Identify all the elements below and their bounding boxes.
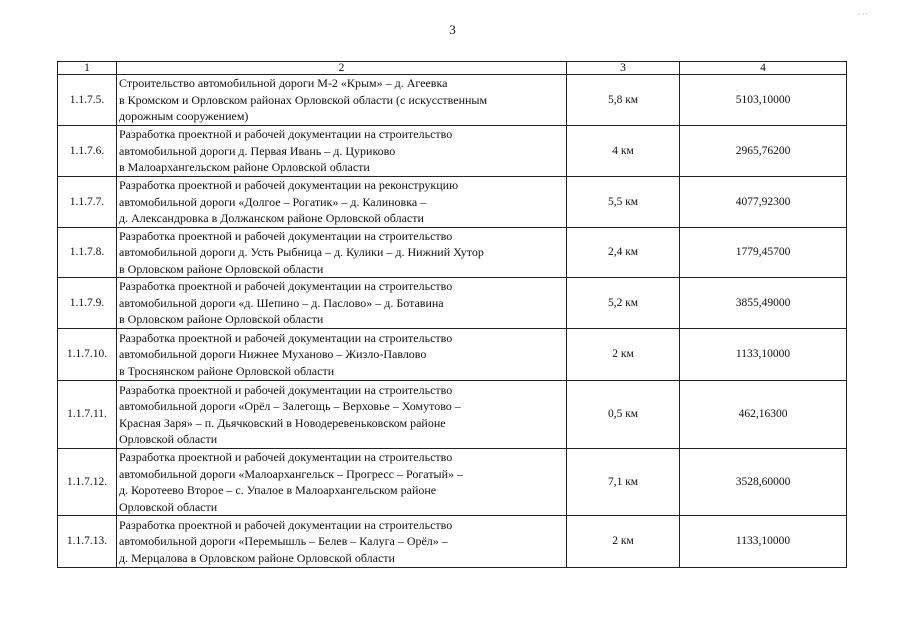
header-col-3: 3 (567, 62, 680, 75)
description-line: Разработка проектной и рабочей документации на строительство (119, 228, 453, 243)
row-number: 1.1.7.7. (58, 177, 117, 228)
description-line: в Малоархангельском районе Орловской области (119, 160, 370, 175)
description-line: автомобильной дороги «Долгое – Рогатик» – д. Калиновка – (119, 194, 427, 209)
table-row (58, 126, 847, 177)
description-line: Разработка проектной и рабочей документации на строительство (119, 330, 453, 345)
description-line: д. Мерцалова в Орловском районе Орловской области (119, 550, 395, 565)
description-line: Красная Заря» – п. Дьячковский в Новодеревеньковском районе (119, 415, 446, 430)
description-line: автомобильной дороги «Орёл – Залегощь – Верховье – Хомутово – (119, 399, 461, 413)
document-table (57, 61, 847, 568)
description-line: Разработка проектной и рабочей документации на реконструкцию (119, 178, 459, 192)
description-line: дорожным сооружением) (119, 109, 249, 124)
description-line: Разработка проектной и рабочей документации на строительство (119, 517, 453, 532)
row-length: 2,4 км (567, 227, 680, 278)
description-line: автомобильной дороги Нижнее Муханово – Жизло-Павлово (119, 347, 427, 362)
table-row (58, 381, 847, 449)
row-cost: 1133,10000 (680, 516, 847, 568)
row-number: 1.1.7.9. (58, 278, 117, 329)
row-cost: 462,16300 (680, 381, 847, 449)
row-description (117, 449, 567, 516)
row-cost: 2965,76200 (680, 126, 847, 177)
row-length: 7,1 км (567, 449, 680, 516)
row-number: 1.1.7.10. (58, 329, 117, 381)
corner-mark: ··· (858, 10, 869, 19)
table-body (58, 75, 847, 568)
description-line: в Орловском районе Орловской области (119, 261, 324, 276)
row-description (117, 75, 567, 126)
row-description (117, 516, 567, 568)
row-number: 1.1.7.6. (58, 126, 117, 177)
row-cost: 1779,45700 (680, 227, 847, 278)
row-length: 5,8 км (567, 75, 680, 126)
row-description (117, 177, 567, 228)
description-line: Разработка проектной и рабочей документации на строительство (119, 127, 453, 142)
header-col-1: 1 (58, 62, 117, 75)
description-line: в Троснянском районе Орловской области (119, 363, 335, 378)
description-line: автомобильной дороги «Малоархангельск – Прогресс – Рогатый» – (119, 466, 464, 481)
row-description (117, 278, 567, 329)
row-length: 5,2 км (567, 278, 680, 329)
description-line: Разработка проектной и рабочей документации на строительство (119, 450, 453, 464)
row-number: 1.1.7.5. (58, 75, 117, 126)
description-line: в Кромском и Орловском районах Орловской области (с искусственным (119, 92, 488, 107)
page-number: 3 (449, 22, 456, 37)
table-row (58, 449, 847, 516)
row-length: 2 км (567, 329, 680, 381)
description-line: д. Александровка в Должанском районе Орловской области (119, 211, 424, 225)
row-number: 1.1.7.11. (58, 381, 117, 449)
row-number: 1.1.7.13. (58, 516, 117, 568)
description-line: автомобильной дороги «д. Шепино – д. Паслово» – д. Ботавина (119, 295, 444, 310)
row-description (117, 227, 567, 278)
row-cost: 5103,10000 (680, 75, 847, 126)
table-header (58, 62, 847, 75)
description-line: Орловской области (119, 499, 218, 514)
row-description (117, 126, 567, 177)
description-line: в Орловском районе Орловской области (119, 312, 324, 327)
table-row (58, 516, 847, 568)
description-line: д. Коротеево Второе – с. Упалое в Малоархангельском районе (119, 483, 437, 497)
table-row (58, 278, 847, 329)
row-length: 2 км (567, 516, 680, 568)
description-line: Разработка проектной и рабочей документации на строительство (119, 279, 453, 294)
row-cost: 3855,49000 (680, 278, 847, 329)
description-line: автомобильной дороги д. Усть Рыбница – д. Кулики – д. Нижний Хутор (119, 245, 484, 259)
row-length: 4 км (567, 126, 680, 177)
header-col-4: 4 (680, 62, 847, 75)
row-cost: 1133,10000 (680, 329, 847, 381)
header-col-2: 2 (117, 62, 567, 75)
description-line: автомобильной дороги «Перемышль – Белев – Калуга – Орёл» – (119, 534, 448, 549)
row-description (117, 329, 567, 381)
row-description (117, 381, 567, 449)
row-number: 1.1.7.8. (58, 227, 117, 278)
row-length: 0,5 км (567, 381, 680, 449)
row-length: 5,5 км (567, 177, 680, 228)
description-line: Строительство автомобильной дороги М-2 «Крым» – д. Агеевка (119, 76, 448, 91)
table-row (58, 177, 847, 228)
row-cost: 4077,92300 (680, 177, 847, 228)
row-number: 1.1.7.12. (58, 449, 117, 516)
description-line: Разработка проектной и рабочей документации на строительство (119, 382, 453, 397)
table-row (58, 227, 847, 278)
table-row (58, 75, 847, 126)
description-line: Орловской области (119, 432, 218, 446)
header-row (58, 62, 847, 75)
row-cost: 3528,60000 (680, 449, 847, 516)
description-line: автомобильной дороги д. Первая Ивань – д. Цуриково (119, 143, 396, 158)
table-row (58, 329, 847, 381)
